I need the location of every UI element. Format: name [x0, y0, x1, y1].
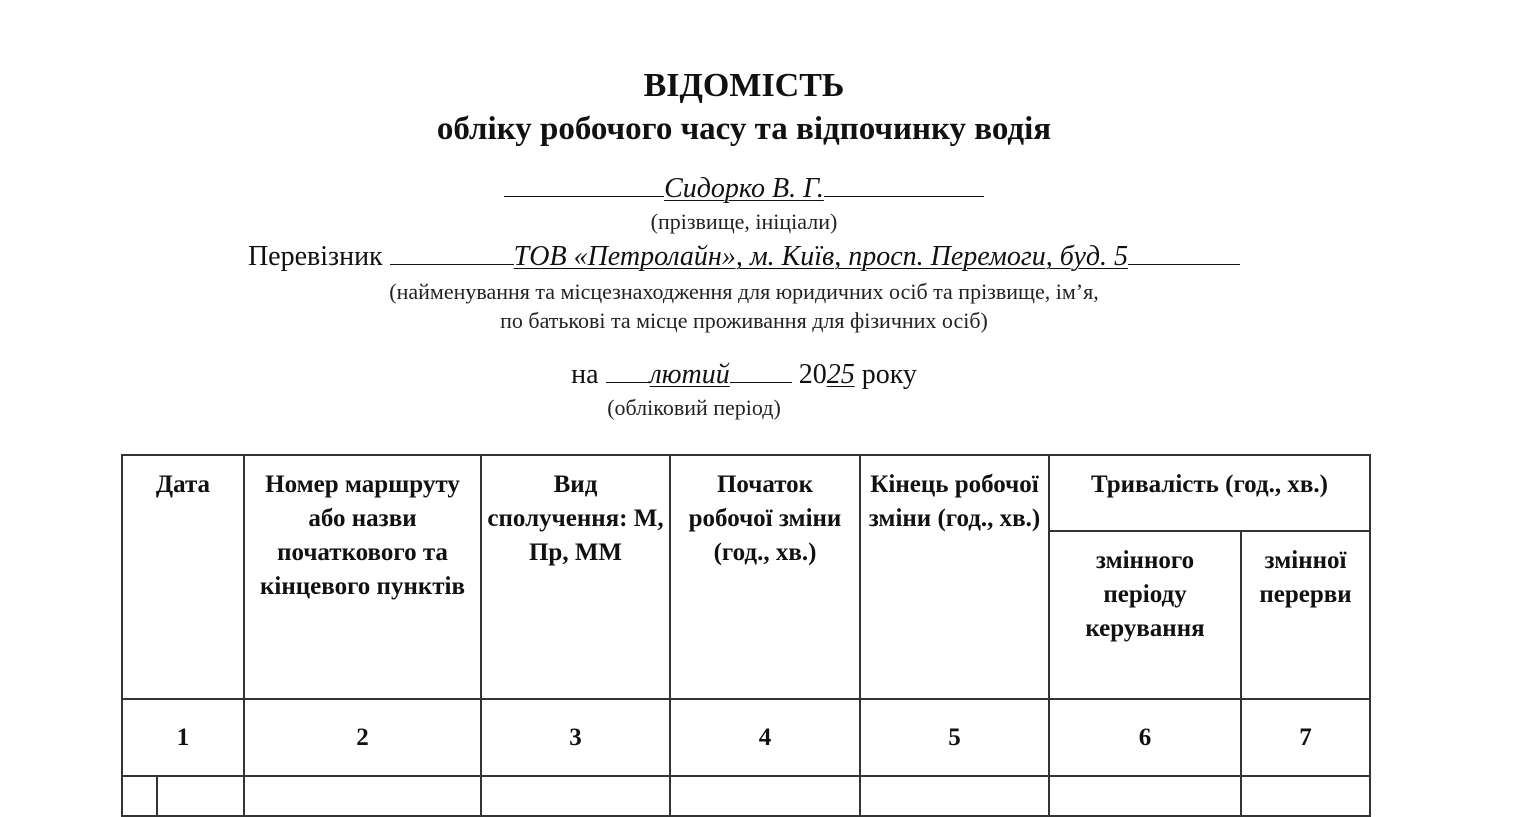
period-year-suffix: 25 [826, 359, 855, 390]
header-driving-period: змінного періоду керування [1049, 531, 1241, 699]
header-route: Номер маршруту або назви початкового та кінцевого пунктів [244, 455, 481, 699]
column-number: 4 [670, 699, 860, 776]
driver-name: Сидорко В. Г. [664, 173, 824, 204]
carrier-caption-line2: по батькові та місце проживання для фізичних осіб) [500, 308, 988, 333]
column-number: 3 [481, 699, 670, 776]
driver-name-line [0, 172, 1488, 206]
driver-name-caption: (прізвище, ініціали) [650, 209, 838, 234]
table-header-row [122, 455, 1370, 531]
period-suffix: року [861, 359, 917, 390]
table-cell-date[interactable] [122, 776, 244, 816]
header-shift-start: Початок робочої зміни (год., хв.) [670, 455, 860, 699]
table-cell[interactable] [860, 776, 1049, 816]
column-number: 7 [1241, 699, 1370, 776]
header-shift-break: змінної перерви [1241, 531, 1370, 699]
carrier-caption-line1: (найменування та місцезнаходження для юридичних осіб та прізвище, ім’я, [389, 279, 1099, 304]
header-shift-end: Кінець робочої зміни (год., хв.) [860, 455, 1049, 699]
table-cell[interactable] [244, 776, 481, 816]
header-duration: Тривалість (год., хв.) [1049, 455, 1370, 531]
blank-underline [606, 360, 650, 383]
table-column-numbers-row [122, 699, 1370, 776]
column-number: 5 [860, 699, 1049, 776]
date-divider [156, 777, 158, 815]
period-year [799, 359, 855, 390]
blank-underline [504, 174, 664, 197]
period-month: лютий [649, 359, 730, 390]
document-subtitle: обліку робочого часу та відпочинку водія [436, 111, 1052, 147]
carrier-value: ТОВ «Петролайн», м. Київ, просп. Перемоги, буд. 5 [513, 241, 1129, 272]
carrier-line [0, 240, 1488, 274]
period-line [0, 358, 1488, 392]
table-row [122, 776, 1370, 816]
document-title: ВІДОМІСТЬ [643, 67, 845, 104]
header-date: Дата [122, 455, 244, 699]
header-transport-type: Вид сполучення: М, Пр, ММ [481, 455, 670, 699]
blank-underline [1128, 242, 1240, 265]
table-cell[interactable] [481, 776, 670, 816]
date-split-cell [123, 777, 243, 815]
column-number: 2 [244, 699, 481, 776]
table-cell[interactable] [1241, 776, 1370, 816]
blank-underline [824, 174, 984, 197]
column-number: 6 [1049, 699, 1241, 776]
table-cell[interactable] [1049, 776, 1241, 816]
blank-underline [730, 360, 792, 383]
table-cell[interactable] [670, 776, 860, 816]
column-number: 1 [122, 699, 244, 776]
period-caption: (обліковий період) [607, 395, 781, 420]
period-prefix: на [571, 359, 599, 390]
blank-underline [390, 242, 514, 265]
carrier-label: Перевізник [247, 241, 383, 272]
period-year-prefix: 20 [798, 359, 827, 390]
work-time-table [121, 454, 1371, 817]
